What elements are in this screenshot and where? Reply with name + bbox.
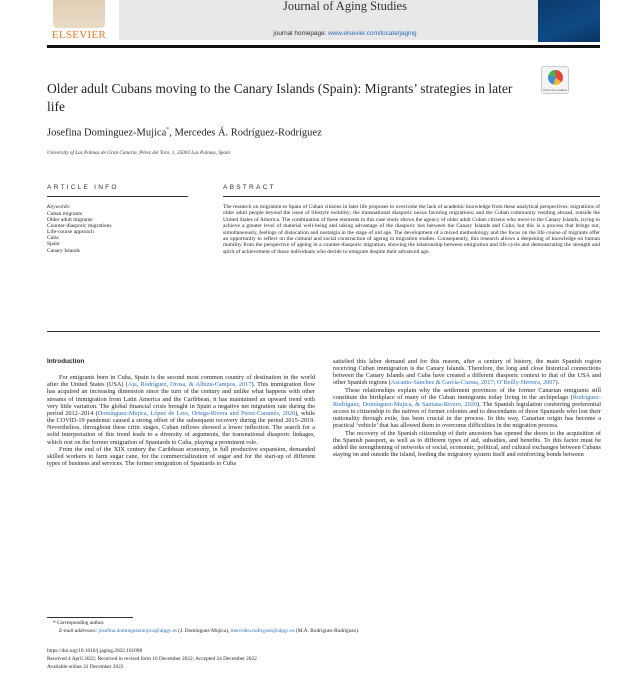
paragraph-text: ). [555, 379, 560, 387]
email-label: E-mail addresses: [59, 628, 98, 634]
homepage-link[interactable]: www.elsevier.com/locate/jaging [328, 30, 417, 37]
body-left-column [47, 358, 315, 467]
body-paragraph: The recovery of the Spanish citizenship of their ancestors has opened the doors to the acquisition of the Spanish passport, as well as to different types of aid, subsidies, and benefits. To this factor must be added the strengthening of networks of social, economic, political, and cultural exchanges between Cubans staying on and outside the island, feeding the migratory system itself and reinforcing bonds between [333, 429, 601, 459]
keywords-label: Keywords: [47, 204, 71, 210]
paragraph-text: ). This immigration flow has acquired an increasing dimension since the turn of the century and unlike what happens with other streams of immigration from Latin America and the Caribbean, it has maintained an upward trend with very little variation. The global financial crisis brought in Spain a negative net migration rate during the period 2012–2014 ( [47, 381, 315, 417]
check-for-updates-badge[interactable] [541, 66, 569, 94]
journal-cover-thumbnail[interactable] [538, 0, 600, 42]
corresponding-author-marker[interactable]: * [166, 127, 170, 133]
elsevier-tree-icon [53, 0, 105, 28]
author-list [47, 127, 567, 139]
paragraph-text: satisfied this labor demand and for this reason, after a century of history, the main Spanish region receiving Cuban immigration is the Canary Islands. Therefore, the long and close historical connections between the Canary Islands and Cuba have created a different diasporic context to that of the USA and other Spanish regions ( [333, 358, 601, 387]
journal-banner [119, 0, 571, 40]
article-info-divider [47, 196, 188, 197]
corresponding-author-note: * Corresponding author. [53, 620, 105, 626]
paragraph-text: For emigrants born in Cuba, Spain is the second most common country of destination in the world after the United States (USA) ( [47, 374, 315, 389]
body-paragraph: From the end of the XIX century the Caribbean economy, in full productive expansion, demanded skilled workers to farm sugar cane, for the commercialization of sugar and for the start-up of different types of business and services. The former emigration of Spaniards to Cuba [47, 445, 315, 468]
journal-homepage [119, 30, 571, 37]
keyword-item[interactable]: Cuba [47, 235, 59, 242]
author-affiliation: University of Las Palmas de Gran Canaria, Pérez del Toro, 1, 35003 Las Palmas, Spain [47, 150, 231, 156]
citation-link[interactable]: Ascanio-Sánchez & García-Cuesta, 2017 [390, 379, 494, 387]
keyword-item[interactable]: Cuban migrants [47, 211, 82, 217]
citation-link[interactable]: Rodríguez-Rodríguez, Domínguez-Mujica, & Santana-Rivero, 2020 [333, 393, 601, 408]
available-online-date: Available online 31 December 2022 [47, 664, 124, 670]
citation-link[interactable]: O’Reilly-Herrera, 2007 [496, 379, 556, 387]
article-info-heading: ARTICLE INFO [47, 184, 119, 191]
abstract-heading: ABSTRACT [223, 184, 276, 191]
keyword-item[interactable]: Spain [47, 241, 60, 248]
body-paragraph [333, 387, 601, 430]
doi-link[interactable]: https://doi.org/10.1016/j.jaging.2022.101098 [47, 648, 143, 654]
keyword-item[interactable]: Counter-diasporic migrations [47, 223, 112, 230]
body-paragraph [47, 374, 315, 446]
check-for-updates-icon [548, 70, 563, 85]
body-paragraph [333, 358, 601, 387]
keyword-item[interactable]: Canary Islands [47, 247, 80, 254]
footnote-divider [47, 617, 133, 618]
homepage-label: journal homepage: [273, 30, 327, 37]
keywords-list [47, 211, 112, 254]
received-dates: Received 4 April 2022; Received in revised form 16 December 2022; Accepted 24 December 2022 [47, 656, 257, 662]
abstract-bottom-divider [47, 331, 600, 332]
section-heading-introduction: Introduction [47, 358, 85, 365]
email-owner: (J. Domínguez-Mujica), [178, 628, 230, 634]
header-divider [47, 45, 600, 48]
journal-title[interactable]: Journal of Aging Studies [283, 0, 407, 13]
keyword-item[interactable]: Older adult migrants [47, 217, 93, 224]
email-addresses [47, 628, 607, 634]
publisher-name: ELSEVIER [51, 29, 107, 41]
article-title: Older adult Cubans moving to the Canary Islands (Spain): Migrants’ strategies in later life [47, 81, 513, 114]
email-link[interactable]: josefina.dominguezmujica@ulpgc.es [98, 628, 177, 634]
elsevier-logo[interactable] [47, 0, 111, 42]
paragraph-text: ). The Spanish legislation conferring preferential access to citizenship to the natives of former colonies and to descendants of those Spaniards who lost their nationality through exile, has been crucial in the process. In this way, Canarian origin has become a practical ‘vehicle’ that has allowed them to overcome difficulties in the migration process. [333, 400, 601, 430]
citation-link[interactable]: Domínguez-Mujica, López de Lera, Ortega-Rivera and Pérez-Caramés, 2020 [97, 409, 296, 417]
check-for-updates-label: Check for updates [542, 87, 568, 92]
keyword-item[interactable]: Life-course approach [47, 229, 94, 236]
body-right-column [333, 358, 601, 458]
abstract-divider [223, 196, 600, 197]
citation-link[interactable]: Aja, Rodríguez, Orosa, & Albizu-Campos, 2017 [127, 381, 252, 389]
citation-separator: ; [493, 379, 497, 387]
email-owner: (M.Á. Rodríguez-Rodríguez). [296, 628, 360, 634]
paragraph-text: These relationships explain why the settlement provinces of the former Canarian emigrants still constitute the birthplace of many of the Cuban immigrants today living in the archipelago ( [333, 386, 601, 401]
paragraph-text: ), while the COVID-19 pandemic caused a strong offset of the subsequent recovery during the period 2015–2019. Nevertheless, throughout these critic stages, Cuban inflows showed a lower inflection. The search for a solid interpretation of this trend leads to a diversity of arguments, the transnational diasporic linkages, which rest on the former emigration of Spaniards to Cuba, playing a prominent role. [47, 409, 315, 446]
author-name[interactable]: Josefina Domínguez-Mujica [47, 127, 167, 139]
email-link[interactable]: mercedes.rodriguez@ulpgc.es [230, 628, 295, 634]
author-separator: , [169, 127, 172, 139]
author-name[interactable]: Mercedes Á. Rodríguez-Rodríguez [174, 127, 322, 139]
abstract-text: The research on migration to Spain of Cuban citizens in later life proposes to overcome the lack of academic knowledge from these analytical perspectives: migrations of older adult people beyond the issue of lifestyle mobility; the transnational diasporic nexus favoring migrations; and the Cuban community residing abroad, outside the United States of America. The combination of these elements in this case study shows the agency of older adult Cuban citizens who move to the Canary Islands, trying to achieve a greater level of material well-being and taking advantage of the diasporic ties between the Canary Islands and Cuba; but this is a process that brings out, simultaneously, feelings of dislocation and nostalgia in the stage of old age. The development of a mixed methodology and the focus on the life course of migrants offer an opportunity to reflect on the cultural and social construction of ageing in migration studies. Consequently, this research allows a deepening of knowledge on human mobility from the perspective of ageing in a counter-diasporic migration, showing the relationship between emigration and life cycle and demonstrating the strength and spirit of achievement of those individuals who decide to emigrate despite their advanced age. [223, 204, 600, 255]
journal-header [47, 0, 604, 42]
